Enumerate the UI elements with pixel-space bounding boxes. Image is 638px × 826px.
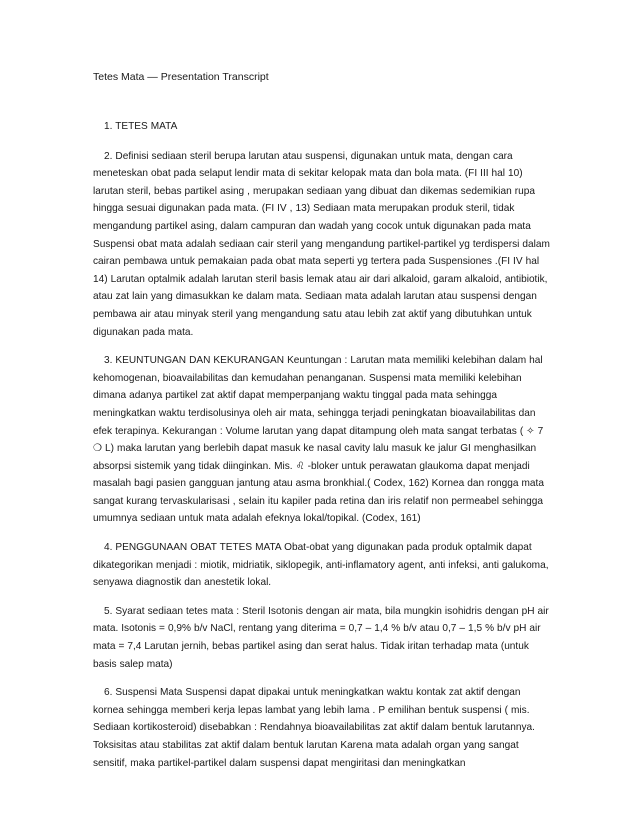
paragraph-3: 3. KEUNTUNGAN DAN KEKURANGAN Keuntungan : Larutan mata memiliki kelebihan dalam hal kehomogenan, bioavailabilitas dan kemudahan penanganan. Suspensi mata memiliki kelebihan dimana adanya partikel zat aktif dapat memperpanjang waktu tinggal pada mata sehingga meningkatkan waktu terdisolusinya oleh air mata, sehingga terjadi peningkatan bioavailabilitas dan efek terapinya. Kekurangan : Volume larutan yang dapat ditampung oleh mata sangat terbatas ( ✧ 7 ❍ L) maka larutan yang berlebih dapat masuk ke nasal cavity lalu masuk ke jalur GI menghasilkan absorpsi sistemik yang tidak diinginkan. Mis. ♌ -bloker untuk perawatan glaukoma dapat menjadi masalah bagi pasien gangguan jantung atau asma bronkhial.( Codex, 162) Kornea dan rongga mata sangat kurang tervaskularisasi , selain itu kapiler pada retina dan iris relatif non permeabel sehingga umumnya sediaan untuk mata adalah efeknya lokal/topikal. (Codex, 161) <box>93 355 544 525</box>
paragraph-4: 4. PENGGUNAAN OBAT TETES MATA Obat-obat yang digunakan pada produk optalmik dapat dikategorikan menjadi : miotik, midriatik, siklopegik, anti-inflamatory agent, anti infeksi, anti galukoma, senyawa diagnostik dan anestetik lokal. <box>93 542 549 589</box>
paragraph-5: 5. Syarat sediaan tetes mata : Steril Isotonis dengan air mata, bila mungkin isohidris dengan pH air mata. Isotonis = 0,9% b/v NaCl, rentang yang diterima = 0,7 – 1,4 % b/v atau 0,7 – 1,5 % b/v pH air mata = 7,4 Larutan jernih, bebas partikel asing dan serat halus. Tidak iritan terhadap mata (untuk basis salep mata) <box>93 605 549 670</box>
paragraph-6: 6. Suspensi Mata Suspensi dapat dipakai untuk meningkatkan waktu kontak zat aktif dengan kornea sehingga memberi kerja lepas lambat yang lebih lama . P emilihan bentuk suspensi ( mis. Sediaan kortikosteroid) disebabkan : Rendahnya bioavailabilitas zat aktif dalam bentuk larutannya. Toksisitas atau stabilitas zat aktif dalam bentuk larutan Karena mata adalah organ yang sangat sensitif, maka partikel-partikel dalam suspensi dapat mengiritasi dan meningkatkan <box>93 687 535 769</box>
paragraph-2: 2. Definisi sediaan steril berupa larutan atau suspensi, digunakan untuk mata, dengan cara meneteskan obat pada selaput lendir mata di sekitar kelopak mata dan bola mata. (FI III hal 10) larutan steril, bebas partikel asing , merupakan sediaan yang dibuat dan dikemas sedemikian rupa hingga sesuai digunakan pada mata. (FI IV , 13) Sediaan mata merupakan produk steril, tidak mengandung partikel asing, dalam campuran dan wadah yang cocok untuk digunakan pada mata Suspensi obat mata adalah sediaan cair steril yang mengandung partikel-partikel yg terdispersi dalam cairan pembawa untuk pemakaian pada obat mata seperti yg tertera pada Suspensiones .(FI IV hal 14) Larutan optalmik adalah larutan steril basis lemak atau air dari alkaloid, garam alkaloid, antibiotik, atau zat lain yang dimasukkan ke dalam mata. Sediaan mata adalah larutan atau suspensi dengan pembawa air atau minyak steril yang mengandung satu atau lebih zat aktif yang dibutuhkan untuk digunakan pada mata. <box>93 150 550 338</box>
paragraph-1: 1. TETES MATA <box>104 121 178 132</box>
document-title: Tetes Mata — Presentation Transcript <box>93 71 269 83</box>
